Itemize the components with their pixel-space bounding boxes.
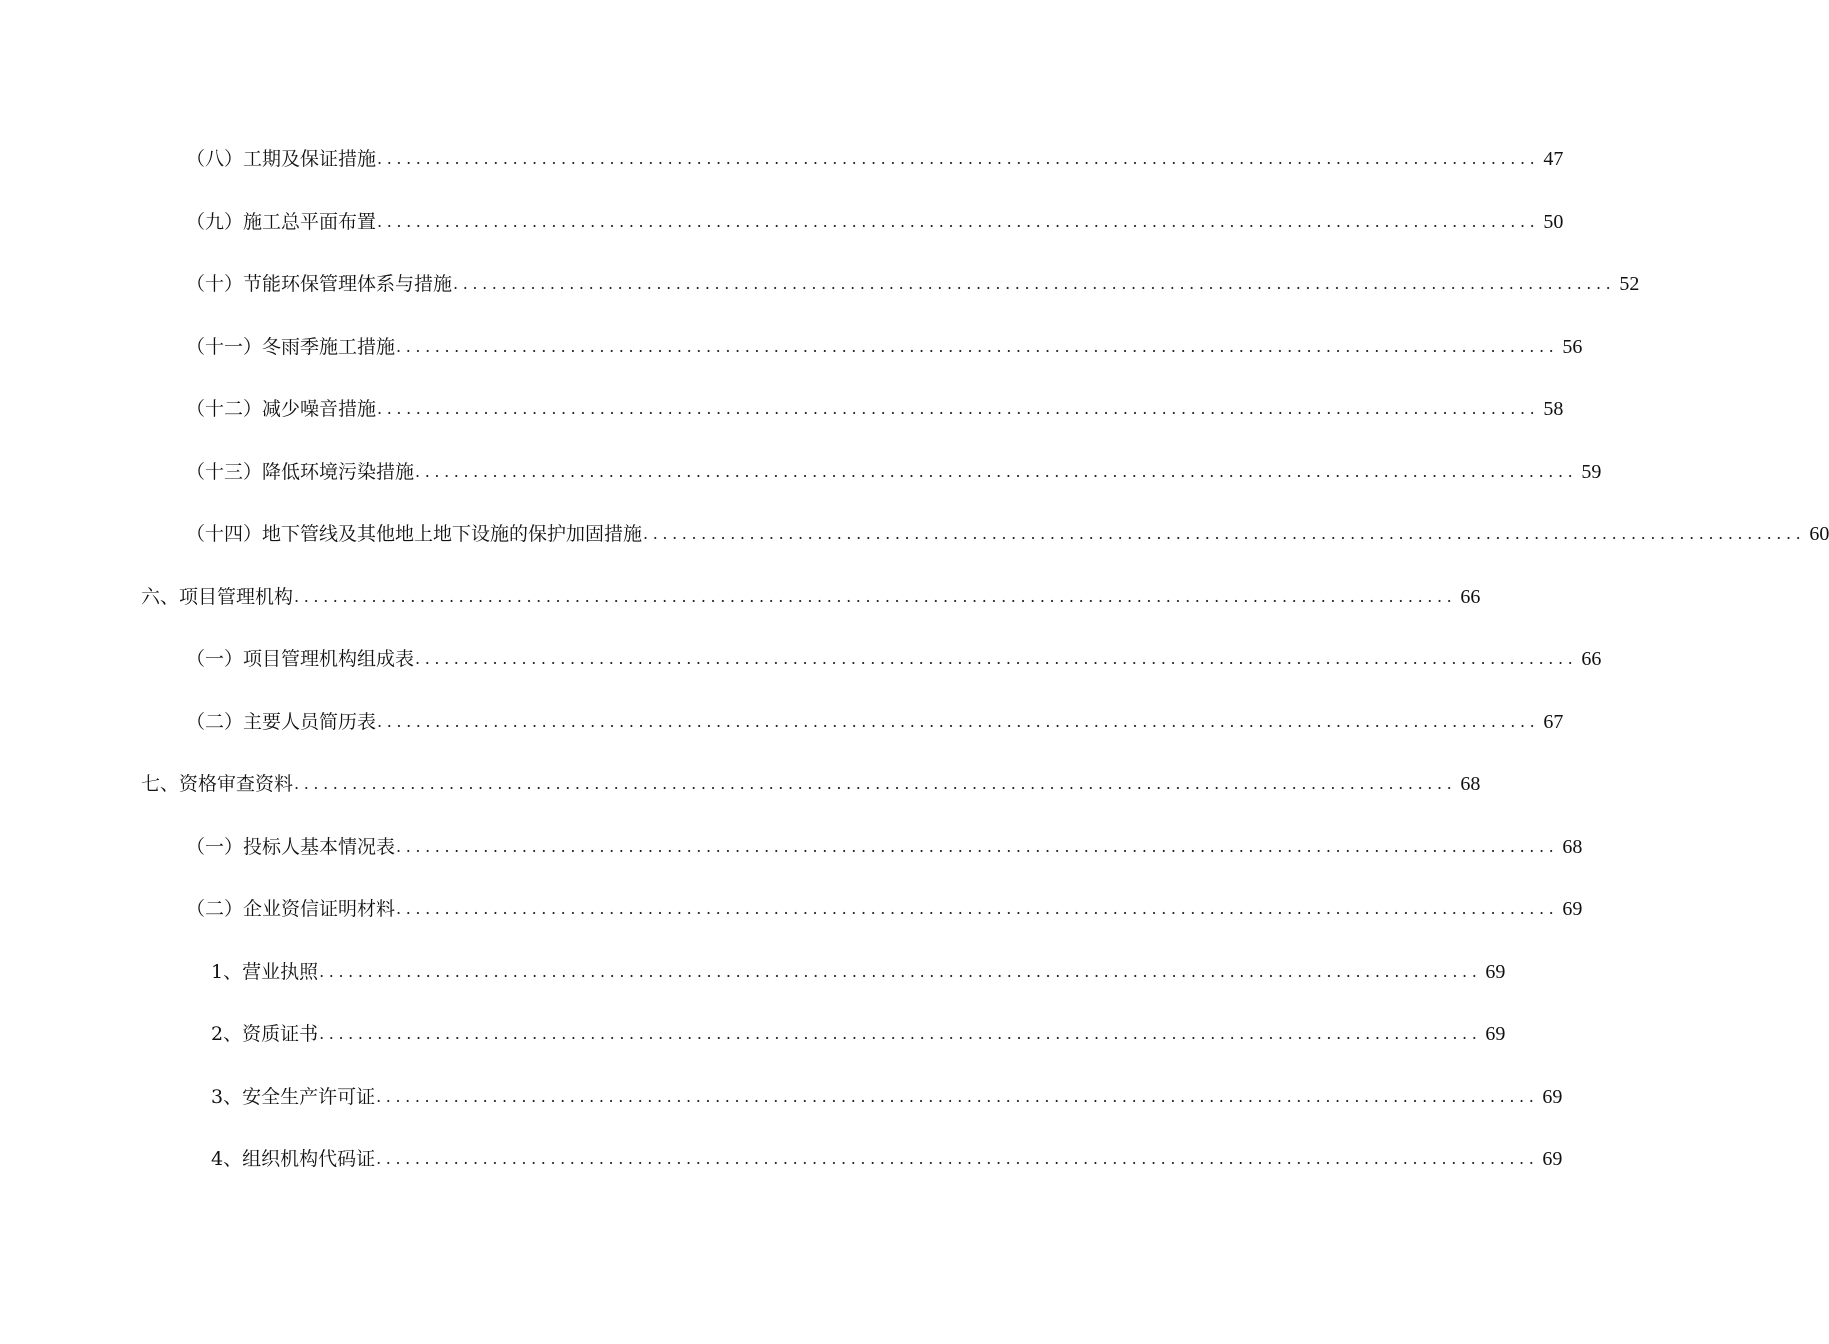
toc-entry[interactable] [0, 378, 1564, 441]
toc-dot-leader: ........................................................................................................................ [643, 524, 1806, 544]
toc-page-number: 60 [1809, 523, 1829, 546]
toc-page-number: 59 [1581, 460, 1602, 483]
toc-entry-title: （一）投标人基本情况表 [186, 835, 396, 858]
toc-dot-leader: ........................................................................................................................ [377, 399, 1540, 419]
toc-dot-leader: ........................................................................................................................ [294, 774, 1457, 794]
toc-entry-title: （二）主要人员简历表 [186, 710, 377, 733]
toc-dot-leader: ........................................................................................................................ [396, 836, 1559, 856]
toc-page-number: 66 [1460, 585, 1481, 608]
toc-entry[interactable] [0, 316, 1583, 379]
toc-page-number: 68 [1460, 773, 1481, 796]
toc-entry-title: 4、组织机构代码证 [211, 1148, 376, 1171]
table-of-contents [0, 128, 1829, 1191]
toc-entry-title: 七、资格审查资料 [141, 773, 294, 796]
toc-dot-leader: ........................................................................................................................ [377, 711, 1540, 731]
toc-page-number: 66 [1581, 648, 1602, 671]
toc-dot-leader: ........................................................................................................................ [396, 899, 1559, 919]
toc-entry[interactable] [0, 503, 1829, 566]
toc-entry-title: （八）工期及保证措施 [186, 148, 377, 171]
toc-page-number: 69 [1542, 1085, 1563, 1108]
toc-entry[interactable] [0, 1003, 1506, 1066]
toc-page-number: 69 [1542, 1148, 1563, 1171]
toc-entry[interactable] [0, 1128, 1563, 1191]
toc-dot-leader: ........................................................................................................................ [453, 274, 1616, 294]
toc-entry[interactable] [0, 816, 1583, 879]
toc-dot-leader: ........................................................................................................................ [294, 586, 1457, 606]
toc-entry-title: （十四）地下管线及其他地上地下设施的保护加固措施 [186, 523, 643, 546]
toc-entry[interactable] [0, 878, 1583, 941]
toc-entry-title: （十二）减少噪音措施 [186, 398, 377, 421]
toc-entry-title: 1、营业执照 [211, 960, 319, 983]
toc-dot-leader: ........................................................................................................................ [376, 1149, 1539, 1169]
toc-dot-leader: ........................................................................................................................ [415, 649, 1578, 669]
toc-entry[interactable] [0, 128, 1564, 191]
toc-page-number: 47 [1543, 148, 1564, 171]
toc-entry-title: （十三）降低环境污染措施 [186, 460, 415, 483]
toc-dot-leader: ........................................................................................................................ [319, 961, 1482, 981]
toc-entry[interactable] [0, 628, 1602, 691]
toc-page-number: 69 [1485, 1023, 1506, 1046]
toc-dot-leader: ........................................................................................................................ [377, 211, 1540, 231]
toc-page-number: 67 [1543, 710, 1564, 733]
toc-entry-title: 六、项目管理机构 [141, 585, 294, 608]
toc-entry-title: （十）节能环保管理体系与措施 [186, 273, 453, 296]
toc-page-number: 68 [1562, 835, 1583, 858]
toc-page-number: 56 [1562, 335, 1583, 358]
toc-entry[interactable] [0, 441, 1602, 504]
toc-entry-title: （十一）冬雨季施工措施 [186, 335, 396, 358]
toc-page-number: 58 [1543, 398, 1564, 421]
toc-dot-leader: ........................................................................................................................ [376, 1086, 1539, 1106]
toc-entry[interactable] [0, 941, 1506, 1004]
toc-page-number: 69 [1562, 898, 1583, 921]
toc-entry[interactable] [0, 691, 1564, 754]
toc-page-number: 52 [1619, 273, 1640, 296]
toc-entry[interactable] [0, 253, 1640, 316]
toc-page-number: 50 [1543, 210, 1564, 233]
toc-page-number: 69 [1485, 960, 1506, 983]
toc-dot-leader: ........................................................................................................................ [415, 461, 1578, 481]
toc-entry-title: 2、资质证书 [211, 1023, 319, 1046]
toc-entry[interactable] [0, 1066, 1563, 1129]
toc-entry[interactable] [0, 566, 1481, 629]
toc-entry-title: 3、安全生产许可证 [211, 1085, 376, 1108]
toc-entry[interactable] [0, 191, 1564, 254]
toc-dot-leader: ........................................................................................................................ [377, 149, 1540, 169]
toc-dot-leader: ........................................................................................................................ [396, 336, 1559, 356]
toc-entry-title: （二）企业资信证明材料 [186, 898, 396, 921]
toc-dot-leader: ........................................................................................................................ [319, 1024, 1482, 1044]
toc-entry[interactable] [0, 753, 1481, 816]
toc-entry-title: （九）施工总平面布置 [186, 210, 377, 233]
toc-entry-title: （一）项目管理机构组成表 [186, 648, 415, 671]
